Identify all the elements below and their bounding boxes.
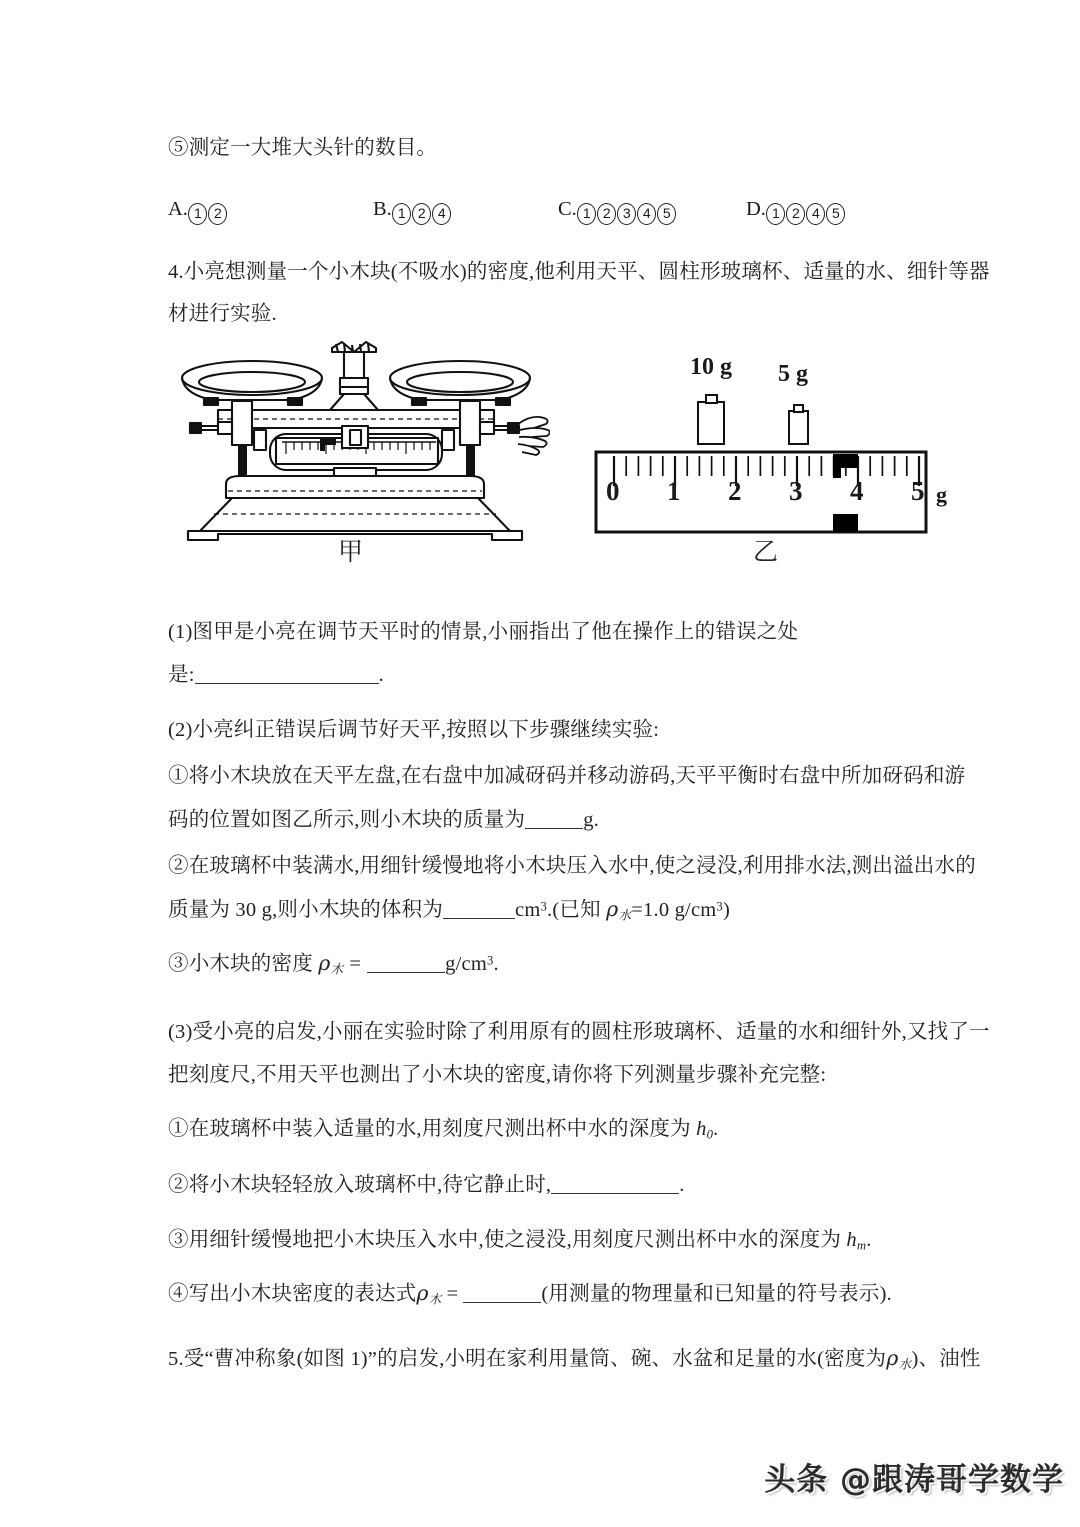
item-5-stem-text: ⑤测定一大堆大头针的数目。: [168, 137, 438, 159]
ruler-tick-3: 3: [789, 476, 803, 506]
ruler-tick-labels: [586, 476, 947, 516]
question-4-stem-line-1-text: 4.小亮想测量一个小木块(不吸水)的密度,他利用天平、圆柱形玻璃杯、适量的水、细针等器: [168, 261, 990, 283]
part-3-step-4-note: (用测量的物理量和已知量的符号表示).: [541, 1283, 892, 1305]
part-2-intro: [168, 720, 659, 741]
part-2-step-3-equals: =: [349, 953, 362, 975]
part-2-step-1-line-2: [168, 810, 599, 831]
rho-wood-symbol: ρ: [318, 951, 331, 975]
ruler-unit-label: g: [936, 482, 947, 507]
part-3-step-2-period: .: [679, 1174, 685, 1196]
volume-unit-exponent: 3: [540, 899, 548, 914]
option-b-mark-1: 1: [392, 203, 411, 225]
figure-label-yi-text: 乙: [753, 539, 779, 566]
part-2-step-1-line-1: [168, 766, 965, 787]
option-c[interactable]: [558, 198, 677, 225]
part-2-step-2-line-1: [168, 856, 976, 877]
part-3-step-3-period: .: [866, 1229, 872, 1251]
part-2-step-2-line-1-text: ②在玻璃杯中装满水,用细针缓慢地将小木块压入水中,使之浸没,利用排水法,测出溢出水的: [168, 855, 976, 877]
part-2-intro-text: (2)小亮纠正错误后调节好天平,按照以下步骤继续实验:: [168, 719, 660, 741]
part-2-known-close: ): [722, 899, 730, 921]
part-2-density-unit: $g/cm^3$: [445, 953, 494, 975]
option-a-mark-2: 2: [208, 203, 227, 225]
part-2-step-1-line-1-text: ①将小木块放在天平左盘,在右盘中加减砑码并移动游码,天平平衡时右盘中所加砑码和游: [168, 765, 966, 787]
part-3-line-1-text: (3)受小亮的启发,小丽在实验时除了利用原有的圆柱形玻璃杯、适量的水和细针外,又找了一: [168, 1021, 990, 1043]
rho-water-value-exponent: 3: [716, 899, 723, 914]
watermark-text: 头条 @跟涛哥学数学: [764, 1462, 1064, 1498]
q5-rho-water-symbol: ρ: [886, 1346, 899, 1370]
rho-water-symbol: ρ: [606, 897, 619, 921]
option-c-mark-1: 1: [577, 203, 596, 225]
part-3-step-3-text: ③用细针缓慢地把小木块压入水中,使之浸没,用刻度尺测出杯中水的深度为: [168, 1229, 847, 1251]
part-2-step-3-period: .: [493, 953, 499, 975]
option-c-mark-4: 4: [637, 203, 656, 225]
figures-area: [168, 336, 958, 586]
part-3-step-2-blank[interactable]: [551, 1193, 679, 1194]
part-3-expression-blank[interactable]: [463, 1302, 541, 1303]
part-2-known-prefix: .(已知: [547, 899, 607, 921]
part-3-step-2-text: ②将小木块轻轻放入玻璃杯中,待它静止时,: [168, 1174, 552, 1196]
question-4-stem-line-2: [168, 304, 277, 325]
part-2-volume-unit: $cm^3$: [515, 899, 548, 921]
option-a-key: A.: [168, 198, 188, 220]
rho-wood-expr-symbol: ρ: [416, 1281, 429, 1305]
option-d-mark-2: 2: [786, 203, 805, 225]
option-c-mark-3: 3: [617, 203, 636, 225]
item-5-stem: [168, 138, 437, 159]
part-2-step-1-line-2-text: 码的位置如图乙所示,则小木块的质量为: [168, 809, 526, 831]
part-2-step-3: [168, 953, 499, 976]
option-d-key: D.: [746, 198, 766, 220]
rho-wood-subscript: 木: [330, 961, 344, 977]
q5-rho-water-subscript: 水: [898, 1356, 912, 1372]
option-b-mark-2: 2: [412, 203, 431, 225]
option-d-mark-1: 1: [766, 203, 785, 225]
part-3-step-3: [168, 1230, 872, 1252]
part-3-line-2: [168, 1065, 826, 1086]
watermark: [764, 1454, 1064, 1499]
part-2-mass-unit: g.: [583, 809, 600, 831]
part-3-step-1-text: ①在玻璃杯中装入适量的水,用刻度尺测出杯中水的深度为: [168, 1118, 697, 1140]
question-5-line-1-suffix: )、油性: [911, 1348, 981, 1370]
option-a[interactable]: [168, 198, 228, 225]
options-row: [168, 198, 958, 226]
ruler-tick-2: 2: [728, 476, 742, 506]
option-b-mark-3: 4: [432, 203, 451, 225]
hm-subscript: m: [856, 1238, 867, 1253]
h0-subscript: 0: [706, 1127, 714, 1142]
option-c-key: C.: [558, 198, 577, 220]
rho-water-value: =1.0 g/cm: [631, 899, 717, 921]
option-d-mark-4: 5: [826, 203, 845, 225]
part-3-step-1-period: .: [713, 1118, 719, 1140]
weight-label-10g: [690, 354, 732, 381]
part-2-step-3-label: ③小木块的密度: [168, 953, 319, 975]
part-1-line-2: [168, 665, 384, 686]
part-2-density-blank[interactable]: [367, 972, 445, 973]
option-b-key: B.: [373, 198, 392, 220]
part-1-answer-label: 是:: [168, 664, 195, 686]
part-1-answer-blank[interactable]: [195, 683, 379, 684]
question-5-line-1: [168, 1348, 981, 1371]
part-1-line-2-period: .: [378, 664, 384, 686]
weight-label-5g-text: 5 g: [778, 361, 808, 387]
option-d-mark-3: 4: [806, 203, 825, 225]
part-3-line-2-text: 把刻度尺,不用天平也测出了小木块的密度,请你将下列测量步骤补充完整:: [168, 1064, 827, 1086]
density-unit-exponent: 3: [486, 953, 494, 968]
question-5-line-1-text: 5.受“曹冲称象(如图 1)”的启发,小明在家利用量筒、碗、水盆和足量的水(密度为: [168, 1348, 887, 1370]
option-c-mark-5: 5: [657, 203, 676, 225]
part-3-step-2: [168, 1175, 685, 1196]
part-1-line-1-text: (1)图甲是小亮在调节天平时的情景,小丽指出了他在操作上的错误之处: [168, 621, 799, 643]
h0-symbol: h: [696, 1118, 707, 1140]
ruler-tick-1: 1: [667, 476, 681, 506]
question-4-stem-line-1: [168, 262, 990, 283]
part-2-mass-blank[interactable]: [525, 828, 583, 829]
figure-label-jia: [338, 532, 363, 568]
question-4-stem-line-2-text: 材进行实验.: [168, 303, 277, 325]
option-d[interactable]: [746, 198, 846, 225]
weight-label-5g: [778, 361, 808, 388]
figure-label-yi: [753, 532, 778, 568]
part-3-step-4-equals: =: [446, 1283, 459, 1305]
part-2-step-2-line-2: [168, 899, 730, 922]
part-1-line-1: [168, 622, 798, 643]
ruler-tick-0: 0: [606, 476, 620, 506]
part-3-step-4-text: ④写出小木块密度的表达式: [168, 1283, 417, 1305]
part-2-volume-label: 质量为 30 g,则小木块的体积为: [168, 899, 444, 921]
part-3-step-1: [168, 1119, 719, 1141]
part-2-volume-blank[interactable]: [443, 918, 515, 919]
part-3-step-4: [168, 1283, 892, 1306]
rho-wood-expr-subscript: 木: [428, 1291, 442, 1307]
hm-symbol: h: [846, 1229, 857, 1251]
option-a-mark-1: 1: [188, 203, 207, 225]
weight-label-10g-text: 10 g: [690, 354, 732, 380]
balance-scale-figure: [170, 338, 550, 543]
option-c-mark-2: 2: [597, 203, 616, 225]
ruler-tick-5: 5: [911, 476, 925, 506]
ruler-tick-4: 4: [850, 476, 864, 506]
rho-water-subscript: 水: [618, 907, 632, 923]
part-3-line-1: [168, 1022, 990, 1043]
option-b[interactable]: [373, 198, 452, 225]
figure-label-jia-text: 甲: [338, 539, 364, 566]
